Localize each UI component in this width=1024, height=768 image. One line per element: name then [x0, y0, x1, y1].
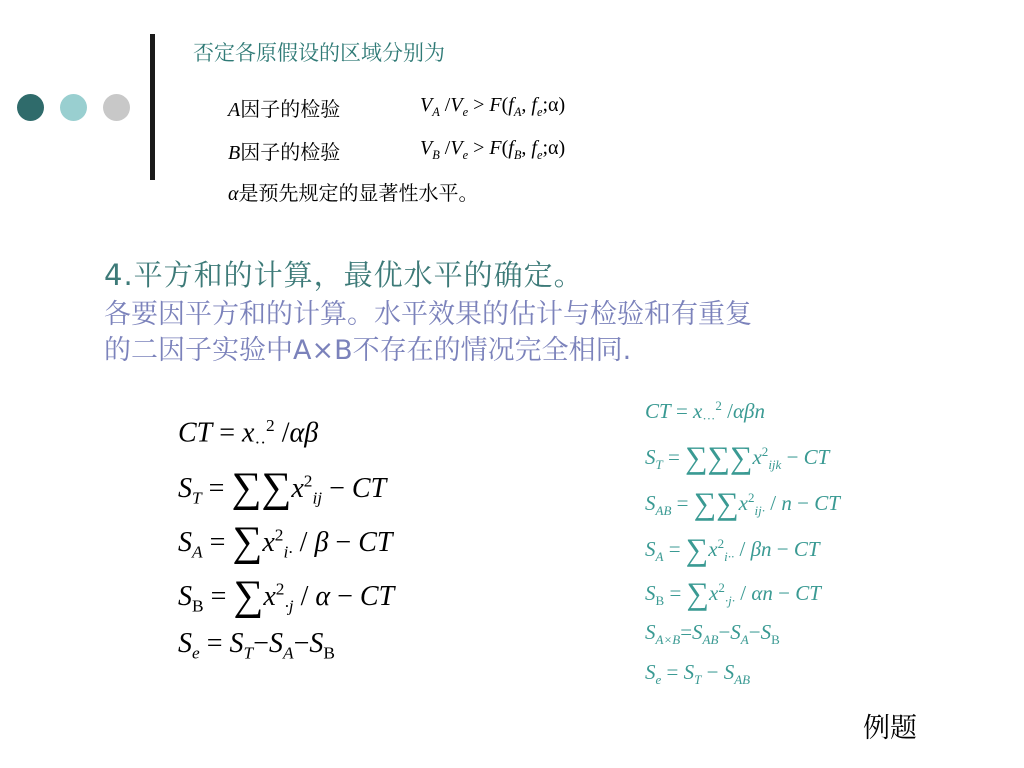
section-body-line1: 各要因平方和的计算。水平效果的估计与检验和有重复: [104, 299, 752, 330]
formula-sa-replicated: $S_A = \sum x^2_{i\cdot\cdot} / \beta n$ − CT: [645, 532, 820, 567]
section-body-line2: 的二因子实验中A×B不存在的情况完全相同.: [104, 335, 632, 366]
formula-sa: $S_A = \sum x^2_{i\cdot} / \beta$ − CT: [178, 519, 393, 565]
page-title: 否定各原假设的区域分别为: [193, 41, 445, 65]
alpha-note: α是预先规定的显著性水平。: [228, 181, 479, 205]
formula-sab-replicated: $S_{AB} = \sum\sum x^2_{ij\cdot} / n$ − CT: [645, 486, 840, 521]
formula-ct: CT = $x_{\cdot\cdot}^2$ /αβ: [178, 416, 319, 452]
formula-st: $S_T = \sum\sum x^2_{ij}$ − CT: [178, 465, 387, 511]
formula-st-replicated: $S_T = \sum\sum\sum x^2_{ijk}$ − CT: [645, 440, 830, 475]
test-a-label: A因子的检验: [228, 97, 341, 121]
test-b-label: B因子的检验: [228, 140, 341, 164]
test-b-formula: $V_B$ $/V_e > F(f_B$, $f_e;\alpha$): [420, 137, 566, 162]
decor-dot-dark: [17, 94, 44, 121]
formula-saxb-replicated: $S_{A\times B}=S_{AB}-S_A-S_B$: [645, 620, 780, 648]
formula-sb: $S_B = \sum x^2_{\cdot j} / \alpha$ − CT: [178, 573, 395, 619]
decor-dot-light: [60, 94, 87, 121]
test-a-formula: $V_A$ $/V_e > F(f_A$, $f_e;\alpha$): [420, 94, 566, 119]
section-title: 4.平方和的计算，最优水平的确定。: [104, 258, 584, 292]
formula-sb-replicated: $S_B = \sum x^2_{\cdot j\cdot} / \alpha n$ − CT: [645, 576, 821, 611]
formula-ct-replicated: CT = $x_{\cdot\cdot\cdot}^2$ /αβn: [645, 398, 765, 427]
decor-vertical-bar: [150, 34, 155, 180]
formula-se-replicated: $S_e = S_T - S_{AB}$: [645, 660, 751, 688]
formula-se: $S_e = S_T-S_A-S_B$: [178, 628, 335, 663]
decor-dot-gray: [103, 94, 130, 121]
example-link[interactable]: 例题: [863, 713, 917, 744]
